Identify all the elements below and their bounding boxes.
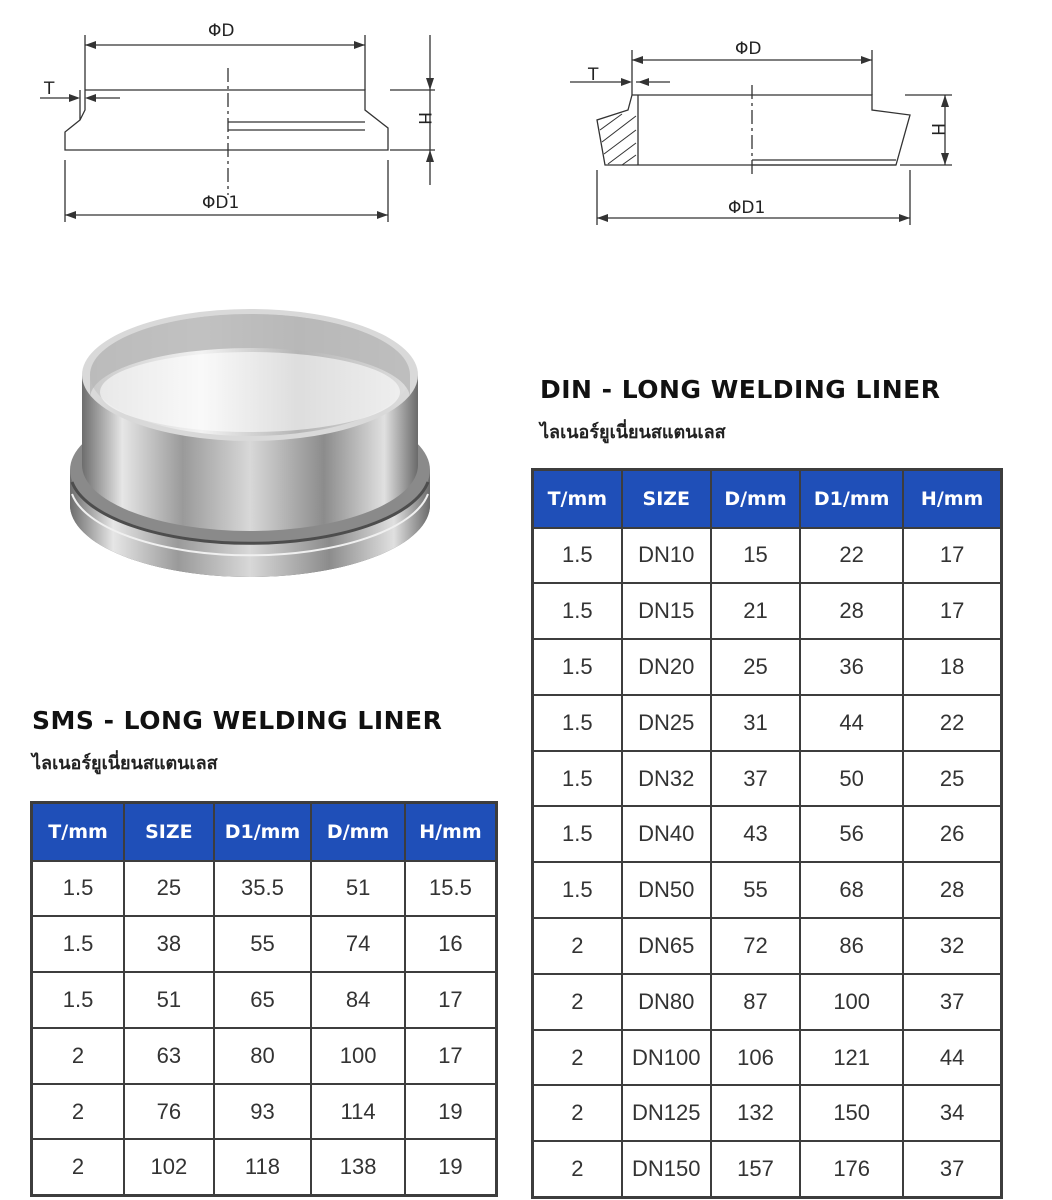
table-row: [533, 583, 1002, 639]
table-cell: 34: [903, 1085, 1001, 1141]
table-cell: 100: [800, 974, 903, 1030]
sms-header-cell: H/mm: [405, 803, 497, 861]
table-cell: 19: [405, 1139, 497, 1195]
table-cell: 55: [711, 862, 800, 918]
din-subtitle: ไลเนอร์ยูเนี่ยนสแตนเลส: [540, 422, 726, 443]
table-cell: 102: [124, 1139, 214, 1195]
table-cell: 1.5: [32, 861, 125, 917]
table-cell: 22: [903, 695, 1001, 751]
table-cell: 17: [405, 972, 497, 1028]
table-cell: DN40: [622, 806, 711, 862]
table-cell: DN25: [622, 695, 711, 751]
table-cell: 2: [533, 1030, 622, 1086]
table-cell: 25: [903, 751, 1001, 807]
din-dim-d-label: ΦD: [735, 39, 762, 59]
table-cell: 114: [311, 1084, 405, 1140]
table-cell: 17: [903, 583, 1001, 639]
table-cell: 1.5: [533, 806, 622, 862]
sms-liner-drawing: [30, 10, 460, 235]
table-cell: 51: [124, 972, 214, 1028]
din-header-row: [533, 470, 1002, 528]
table-cell: 36: [800, 639, 903, 695]
sms-header-cell: D1/mm: [214, 803, 312, 861]
table-cell: DN10: [622, 528, 711, 584]
table-cell: 37: [711, 751, 800, 807]
table-cell: 17: [903, 528, 1001, 584]
table-cell: DN15: [622, 583, 711, 639]
table-cell: 32: [903, 918, 1001, 974]
table-cell: 31: [711, 695, 800, 751]
table-row: [533, 1030, 1002, 1086]
table-cell: 2: [32, 1084, 125, 1140]
table-cell: 17: [405, 1028, 497, 1084]
table-cell: DN125: [622, 1085, 711, 1141]
sms-dim-h-label: H: [414, 112, 434, 125]
liner-product-photo: [60, 280, 450, 610]
table-cell: 121: [800, 1030, 903, 1086]
din-header-cell: H/mm: [903, 470, 1001, 528]
table-cell: 38: [124, 916, 214, 972]
table-cell: 56: [800, 806, 903, 862]
table-cell: 21: [711, 583, 800, 639]
din-title: DIN - LONG WELDING LINER: [540, 375, 941, 404]
table-row: [32, 916, 497, 972]
table-cell: 106: [711, 1030, 800, 1086]
din-header-cell: D1/mm: [800, 470, 903, 528]
table-cell: 19: [405, 1084, 497, 1140]
table-row: [533, 862, 1002, 918]
table-cell: DN150: [622, 1141, 711, 1197]
table-cell: 28: [800, 583, 903, 639]
table-cell: 84: [311, 972, 405, 1028]
table-cell: 100: [311, 1028, 405, 1084]
sms-subtitle: ไลเนอร์ยูเนี่ยนสแตนเลส: [32, 753, 218, 774]
table-row: [533, 974, 1002, 1030]
table-row: [32, 1084, 497, 1140]
table-row: [533, 918, 1002, 974]
table-cell: 16: [405, 916, 497, 972]
din-header-cell: D/mm: [711, 470, 800, 528]
table-cell: 1.5: [533, 862, 622, 918]
table-row: [533, 751, 1002, 807]
table-cell: 150: [800, 1085, 903, 1141]
sms-header-row: [32, 803, 497, 861]
table-cell: 1.5: [32, 972, 125, 1028]
table-cell: DN32: [622, 751, 711, 807]
table-cell: 74: [311, 916, 405, 972]
din-dim-d1-label: ΦD1: [728, 198, 766, 218]
table-cell: DN20: [622, 639, 711, 695]
table-cell: 1.5: [533, 695, 622, 751]
table-cell: 93: [214, 1084, 312, 1140]
table-row: [533, 639, 1002, 695]
table-cell: 2: [32, 1139, 125, 1195]
table-cell: 37: [903, 974, 1001, 1030]
table-cell: 37: [903, 1141, 1001, 1197]
sms-dim-t-label: T: [44, 79, 55, 99]
table-cell: 86: [800, 918, 903, 974]
sms-dim-d-label: ΦD: [208, 21, 235, 41]
table-cell: 1.5: [533, 751, 622, 807]
table-cell: 1.5: [533, 528, 622, 584]
table-cell: 50: [800, 751, 903, 807]
table-cell: 2: [533, 974, 622, 1030]
table-cell: 80: [214, 1028, 312, 1084]
table-cell: 65: [214, 972, 312, 1028]
table-cell: 51: [311, 861, 405, 917]
table-cell: 2: [533, 1085, 622, 1141]
table-row: [32, 861, 497, 917]
table-cell: 25: [124, 861, 214, 917]
table-cell: 2: [533, 1141, 622, 1197]
table-cell: 35.5: [214, 861, 312, 917]
table-cell: 26: [903, 806, 1001, 862]
din-spec-table: [531, 468, 1003, 1199]
table-cell: 72: [711, 918, 800, 974]
table-row: [32, 1139, 497, 1195]
table-cell: DN100: [622, 1030, 711, 1086]
sms-header-cell: SIZE: [124, 803, 214, 861]
table-cell: 15.5: [405, 861, 497, 917]
table-cell: 15: [711, 528, 800, 584]
table-cell: 18: [903, 639, 1001, 695]
table-cell: 132: [711, 1085, 800, 1141]
table-cell: 44: [903, 1030, 1001, 1086]
table-row: [533, 806, 1002, 862]
table-cell: DN80: [622, 974, 711, 1030]
sms-dim-d1-label: ΦD1: [202, 193, 240, 213]
table-cell: 2: [32, 1028, 125, 1084]
sms-header-cell: D/mm: [311, 803, 405, 861]
table-cell: 63: [124, 1028, 214, 1084]
table-cell: 28: [903, 862, 1001, 918]
table-row: [533, 528, 1002, 584]
table-row: [533, 695, 1002, 751]
table-row: [533, 1085, 1002, 1141]
table-cell: 25: [711, 639, 800, 695]
table-cell: DN65: [622, 918, 711, 974]
table-cell: 138: [311, 1139, 405, 1195]
table-cell: 22: [800, 528, 903, 584]
table-cell: 2: [533, 918, 622, 974]
din-dim-t-label: T: [588, 65, 599, 85]
table-cell: 43: [711, 806, 800, 862]
table-cell: 87: [711, 974, 800, 1030]
din-header-cell: T/mm: [533, 470, 622, 528]
table-cell: 157: [711, 1141, 800, 1197]
table-row: [32, 972, 497, 1028]
table-cell: 68: [800, 862, 903, 918]
table-cell: 1.5: [533, 639, 622, 695]
din-dim-h-label: H: [927, 123, 947, 136]
table-row: [32, 1028, 497, 1084]
table-row: [533, 1141, 1002, 1197]
table-cell: 44: [800, 695, 903, 751]
table-cell: 76: [124, 1084, 214, 1140]
table-cell: 55: [214, 916, 312, 972]
sms-spec-table: [30, 801, 498, 1197]
table-cell: 118: [214, 1139, 312, 1195]
table-cell: DN50: [622, 862, 711, 918]
din-liner-drawing: [560, 30, 970, 230]
table-cell: 176: [800, 1141, 903, 1197]
din-header-cell: SIZE: [622, 470, 711, 528]
sms-header-cell: T/mm: [32, 803, 125, 861]
table-cell: 1.5: [32, 916, 125, 972]
table-cell: 1.5: [533, 583, 622, 639]
sms-title: SMS - LONG WELDING LINER: [32, 706, 443, 735]
